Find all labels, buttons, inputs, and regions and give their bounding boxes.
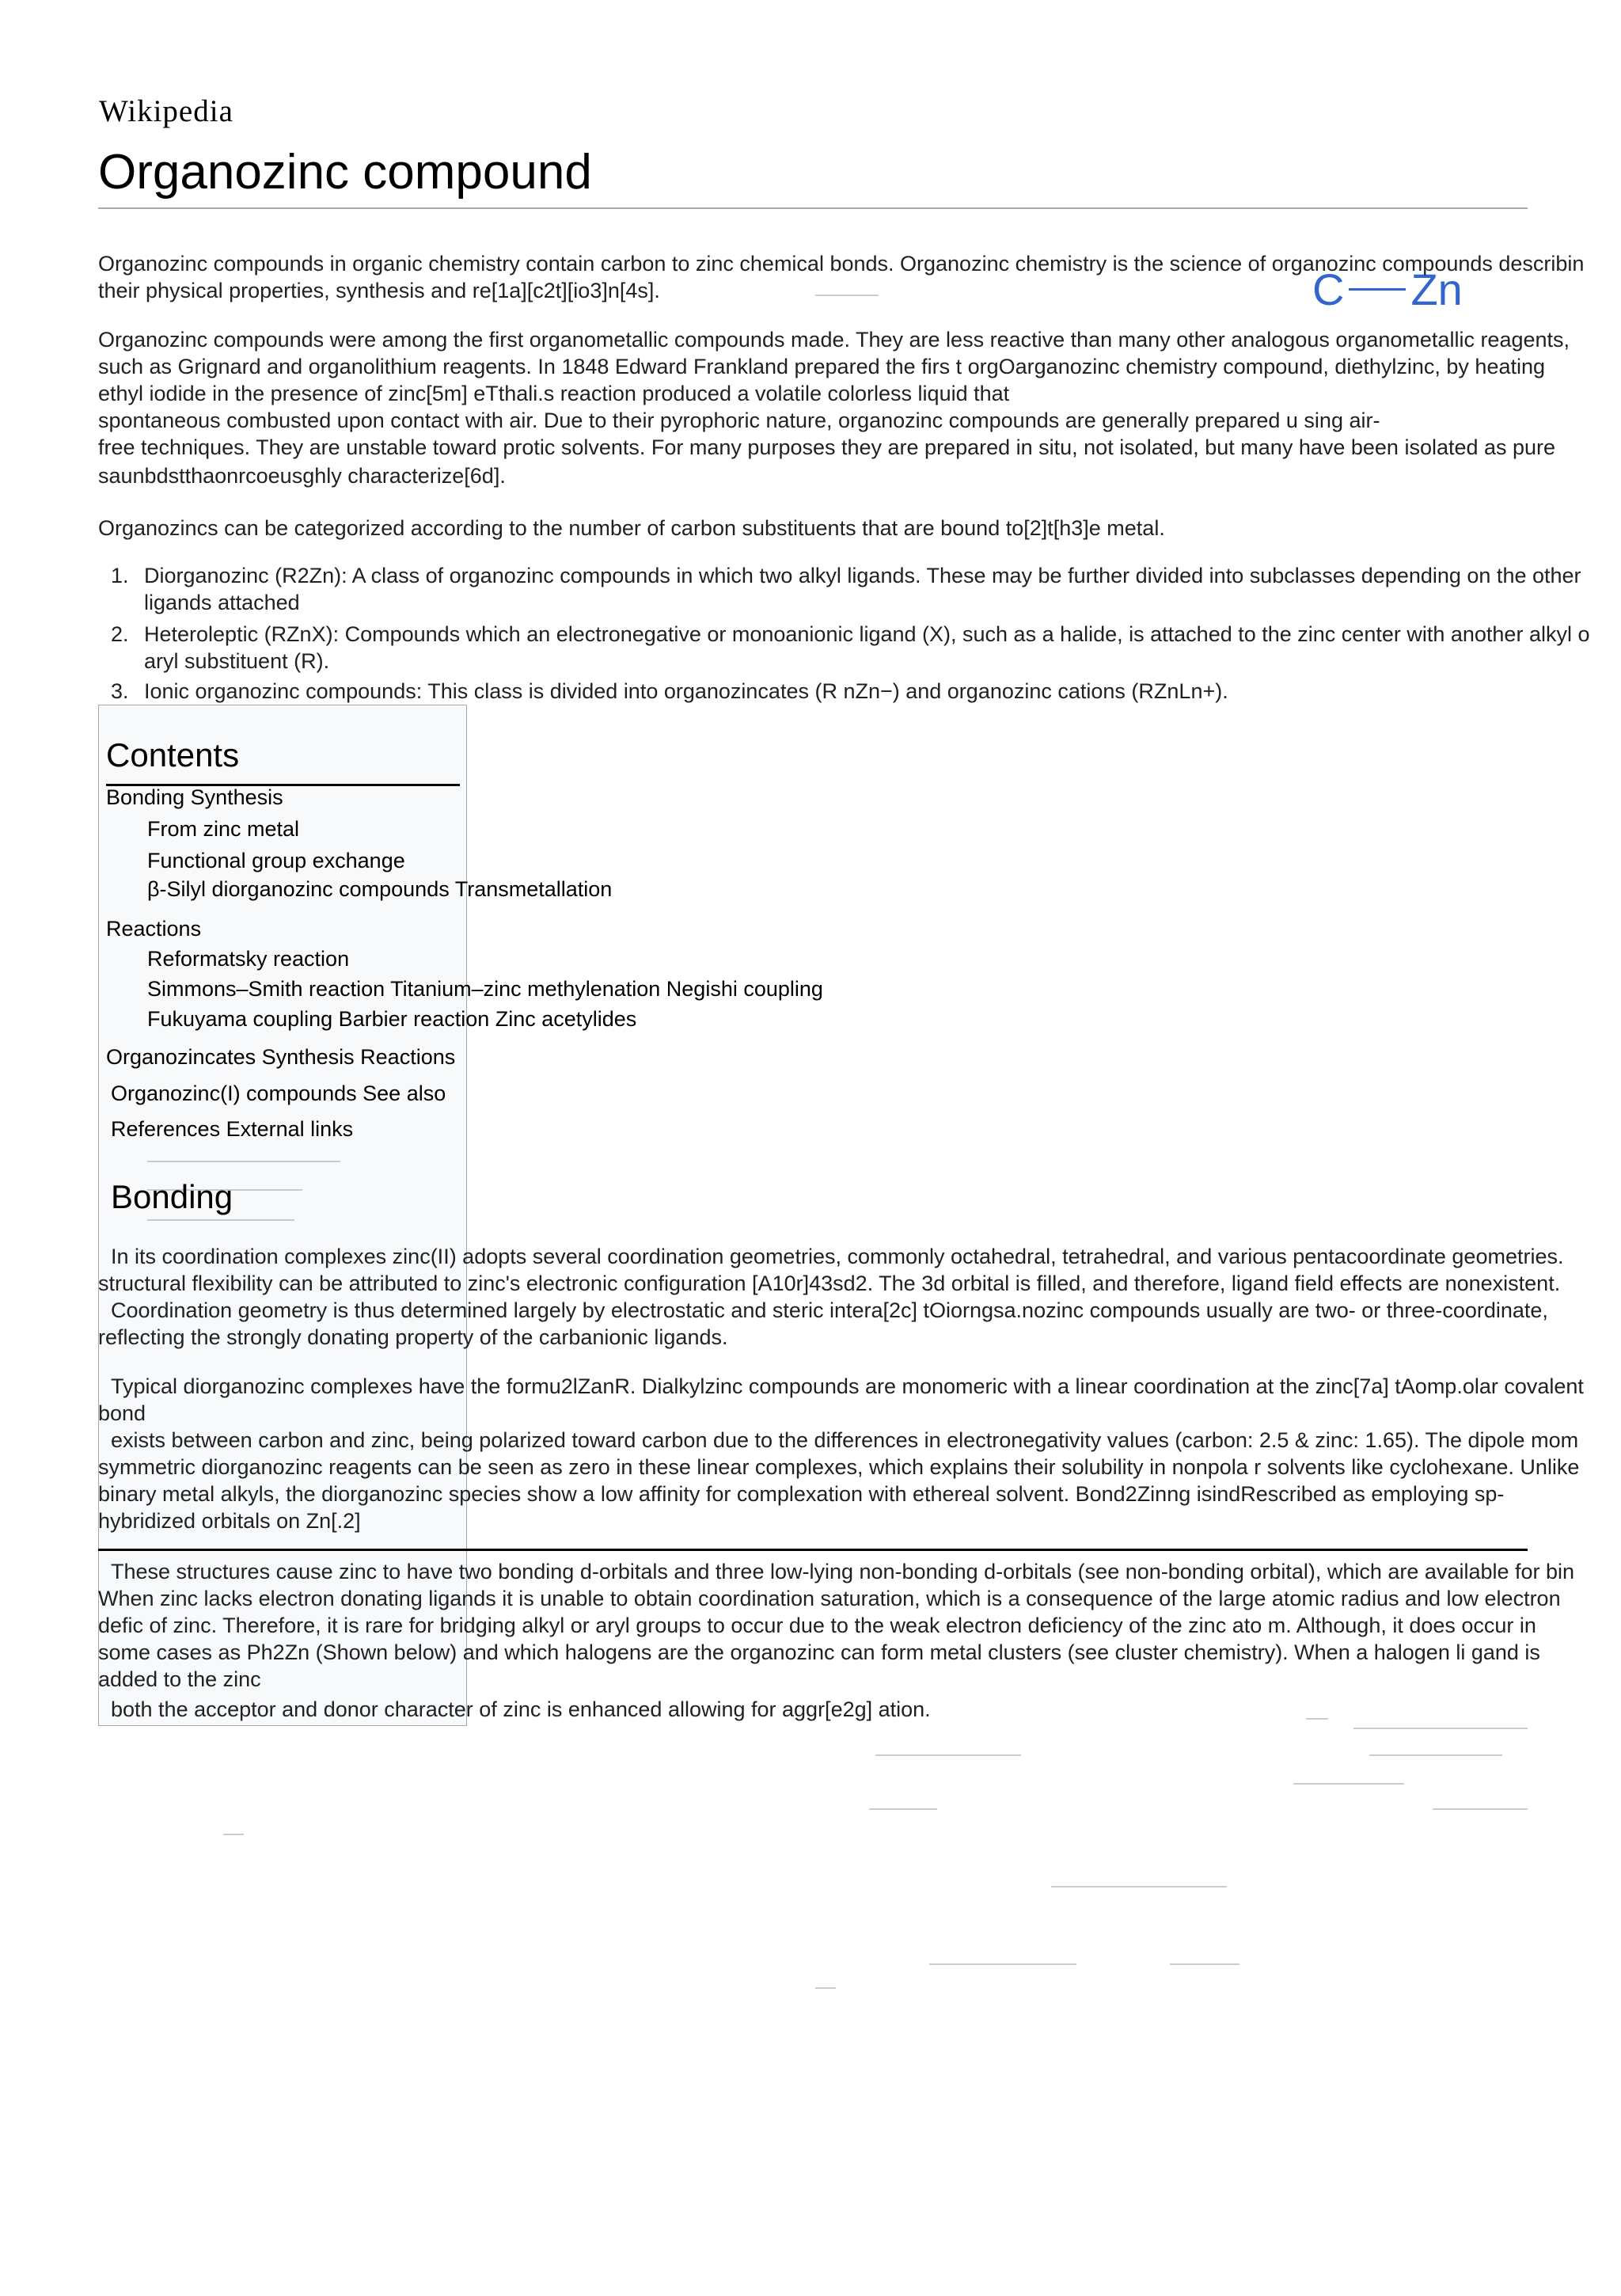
intro-p2-line: ethyl iodide in the presence of zinc[5m] eTthali.s reaction produced a volatile colorless liquid that xyxy=(98,382,1010,405)
bonding-p3-line: These structures cause zinc to have two bonding d-orbitals and three low-lying non-bonding d-orbitals (see non-bonding orbital), which are available for bin xyxy=(111,1560,1575,1583)
bonding-p3-line: both the acceptor and donor character of zinc is enhanced allowing for aggr[e2g] ation. xyxy=(111,1697,931,1721)
toc-rule-fragment xyxy=(147,1161,340,1162)
page-title: Organozinc compound xyxy=(98,145,592,200)
intro-p2-line: free techniques. They are unstable toward protic solvents. For many purposes they are prepared in situ, not isolated, but many have been isolated as pure xyxy=(98,435,1556,459)
intro-p2-line: saunbdstthaonrcoeusghly characterize[6d]. xyxy=(98,464,506,488)
bonding-p3-line: some cases as Ph2Zn (Shown below) and which halogens are the organozinc can form metal clusters (see cluster chemistry). When a halogen li gand is xyxy=(98,1640,1540,1664)
bonding-p1-line: In its coordination complexes zinc(II) adopts several coordination geometries, commonly octahedral, tetrahedral, and various pentacoordinate geometries. xyxy=(111,1245,1564,1268)
bonding-p1-line: reflecting the strongly donating property of the carbanionic ligands. xyxy=(98,1325,728,1349)
intro-p1-line: Organozinc compounds in organic chemistry contain carbon to zinc chemical bonds. Organozinc chemistry is the science of organozinc compounds describin xyxy=(98,252,1585,276)
title-divider xyxy=(98,207,1528,209)
intro-p3: Organozincs can be categorized according to the number of carbon substituents that are bound to[2]t[h3]e metal. xyxy=(98,516,1165,540)
intro-p1-line: their physical properties, synthesis and re[1a][c2t][io3]n[4s]. xyxy=(98,279,660,302)
list-item xyxy=(111,564,1581,588)
list-number: 2. xyxy=(111,622,129,646)
rule-fragment xyxy=(869,1808,937,1810)
rule-fragment xyxy=(875,1754,1021,1756)
rule-fragment xyxy=(1369,1754,1502,1756)
rule-fragment xyxy=(223,1834,244,1835)
toc-item[interactable]: Organozincates Synthesis Reactions xyxy=(106,1045,456,1069)
toc-item[interactable]: Functional group exchange xyxy=(147,849,405,872)
rule-fragment xyxy=(815,1987,836,1989)
bonding-p3-line: When zinc lacks electron donating ligands it is unable to obtain coordination saturation, which is a consequence of the large atomic radius and low electron xyxy=(98,1587,1561,1610)
toc-item[interactable]: Fukuyama coupling Barbier reaction Zinc acetylides xyxy=(147,1007,637,1031)
toc-item[interactable]: Reformatsky reaction xyxy=(147,947,350,971)
wikipedia-wordmark[interactable]: Wikipedia xyxy=(99,94,233,128)
toc-title: Contents xyxy=(106,736,240,774)
rule-fragment xyxy=(815,295,879,296)
rule-fragment xyxy=(1293,1783,1404,1785)
intro-p2-line: such as Grignard and organolithium reagents. In 1848 Edward Frankland prepared the firs t orgOarganozinc chemistry compound, diethylzinc, by heating xyxy=(98,355,1546,378)
bonding-p3-line: added to the zinc xyxy=(98,1667,261,1691)
list-text: Ionic organozinc compounds: This class is divided into organozincates (R nZn−) and organozinc cations (RZnLn+). xyxy=(144,679,1228,703)
toc-item[interactable]: β-Silyl diorganozinc compounds Transmetallation xyxy=(147,877,613,901)
rule-fragment xyxy=(1433,1808,1528,1810)
bonding-p1-line: Coordination geometry is thus determined largely by electrostatic and steric intera[2c] tOiorngsa.nozinc compounds usually are two- or three-coordinate, xyxy=(111,1298,1548,1322)
section-heading-bonding: Bonding xyxy=(111,1178,233,1215)
intro-p2-line: spontaneous combusted upon contact with air. Due to their pyrophoric nature, organozinc compounds are generally prepared u sing air- xyxy=(98,409,1380,432)
rule-fragment xyxy=(1353,1728,1528,1729)
bonding-p2-line: exists between carbon and zinc, being polarized toward carbon due to the differences in electronegativity values (carbon: 2.5 & zinc: 1.65). The dipole mom xyxy=(111,1428,1579,1452)
rule-fragment xyxy=(1170,1963,1239,1965)
rule-fragment xyxy=(1306,1718,1328,1720)
bonding-p1-line: structural flexibility can be attributed to zinc's electronic configuration [A10r]43sd2. The 3d orbital is filled, and therefore, ligand field effects are nonexistent. xyxy=(98,1272,1561,1295)
toc-item[interactable]: References External links xyxy=(111,1117,354,1141)
rule-fragment xyxy=(929,1963,1076,1965)
list-number: 1. xyxy=(111,564,129,587)
list-item-cont: aryl substituent (R). xyxy=(144,649,330,673)
list-item-cont: ligands attached xyxy=(144,591,300,614)
bonding-p2-line: Typical diorganozinc complexes have the formu2lZanR. Dialkylzinc compounds are monomeric with a linear coordination at the zinc[7a] tAomp.olar covalent xyxy=(111,1374,1584,1398)
list-text: Diorganozinc (R2Zn): A class of organozinc compounds in which two alkyl ligands. These may be further divided into subclasses depending on the other xyxy=(144,564,1581,587)
list-item xyxy=(111,679,1228,704)
list-text: Heteroleptic (RZnX): Compounds which an electronegative or monoanionic ligand (X), such as a halide, is attached to the zinc center with another alkyl o xyxy=(144,622,1590,646)
toc-item[interactable]: Reactions xyxy=(106,917,202,941)
toc-item[interactable]: Bonding Synthesis xyxy=(106,785,283,809)
bonding-p2-line: bond xyxy=(98,1401,146,1425)
toc-rule-fragment xyxy=(147,1219,294,1221)
list-item xyxy=(111,622,1589,647)
list-number: 3. xyxy=(111,679,129,703)
carbon-symbol: C xyxy=(1312,264,1345,314)
section-divider xyxy=(98,1549,1528,1551)
bonding-p2-line: symmetric diorganozinc reagents can be seen as zero in these linear complexes, which explains their solubility in nonpola r solvents like cyclohexane. Unlike xyxy=(98,1455,1580,1479)
rule-fragment xyxy=(1051,1886,1227,1887)
toc-item[interactable]: From zinc metal xyxy=(147,817,300,841)
toc-item[interactable]: Organozinc(I) compounds See also xyxy=(111,1081,446,1105)
intro-p2-line: Organozinc compounds were among the first organometallic compounds made. They are less reactive than many other analogous organometallic reagents, xyxy=(98,328,1570,352)
bonding-p2-line: hybridized orbitals on Zn[.2] xyxy=(98,1509,361,1533)
bond-line xyxy=(1349,288,1406,291)
bonding-p3-line: defic of zinc. Therefore, it is rare for bridging alkyl or aryl groups to occur due to the weak electron deficiency of the zinc ato m. Although, it does occur in xyxy=(98,1614,1536,1637)
toc-item[interactable]: Simmons–Smith reaction Titanium–zinc methylenation Negishi coupling xyxy=(147,977,823,1001)
zinc-symbol: Zn xyxy=(1410,264,1463,314)
bonding-p2-line: binary metal alkyls, the diorganozinc species show a low affinity for complexation with ethereal solvent. Bond2Zinng isindRescribed as employing sp- xyxy=(98,1482,1505,1506)
